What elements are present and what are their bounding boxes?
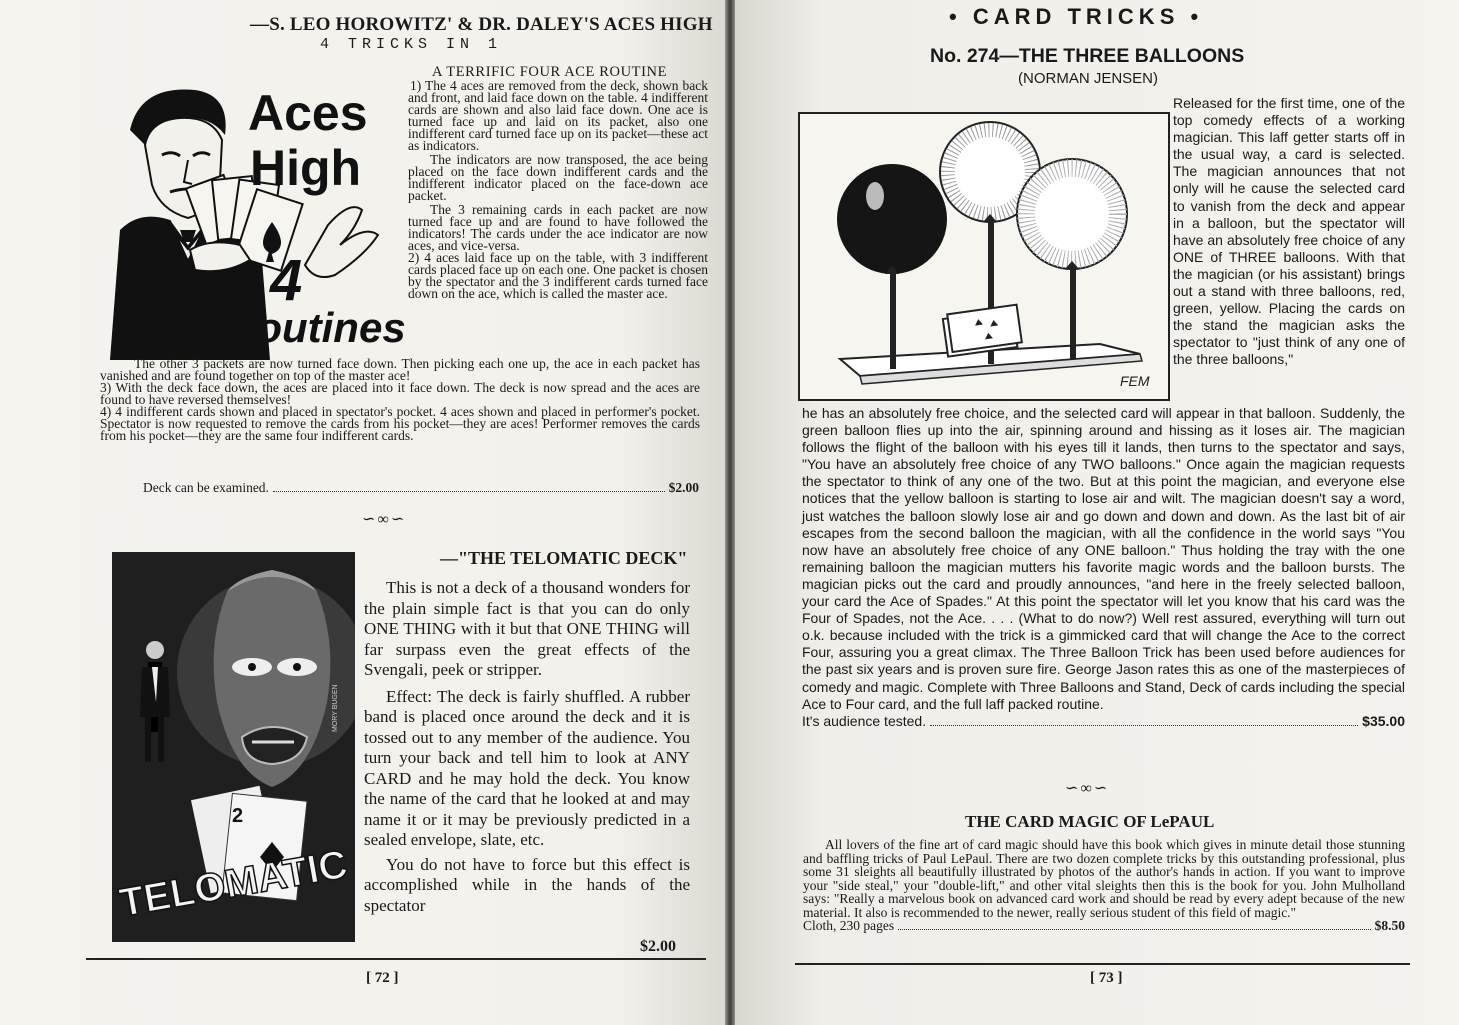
lettering-4: 4: [270, 248, 303, 313]
page-number-right: [ 73 ]: [1090, 970, 1123, 986]
dot-leader: [930, 725, 1358, 726]
dot-leader: [273, 491, 665, 492]
balloons-body-para: he has an absolutely free choice, and the selected card will appear in that balloon. Suddenly, the green balloon flies up into the air, spinning around and hissing as it loses air. The magician follows the flight of the balloon with his eyes till it lands, then turns to the spectator and says, "You have an absolutely free choice of any TWO balloons." Once again the magician requests the spectator to think of any one of the two. But at this point the magician, and everyone else notices that the yellow balloon is starting to lose air and wilt. The magician doesn't say a word, just watches the balloon slowly lose air and go down and down and down. As the last bit of air escapes from the second balloon the magician, with all the confidence in the world says "You now have an absolutely free choice of any ONE balloon." Thus holding the tray with the one remaining balloon the magician mutters his favorite magic words and the balloon bursts. The magician picks out the card and proudly announces, "and here in the freely selected balloon, your card the Ace of Spades." At this point the spectator will let you know that his card was the Four of Spades, not the Ace. . . . (What to do now?) Well rest assured, everything will turn out o.k. because included with the trick is a gimmicked card that will change the Ace to the correct Four, assuring you a great climax. The Three Balloon Trick has been used before audiences for the past six years and is proven sure fire. George Jason rates this as one of the masterpieces of comedy and magic. Complete with Three Balloons and Stand, Deck of cards including the special Ace to Four card, and the full laff packed routine.: [802, 405, 1405, 712]
dot-leader: [898, 929, 1371, 930]
lepaul-para: All lovers of the fine art of card magic should have this book which gives in minute detail those stunning and baffling tricks of Paul LePaul. There are two dozen complete tricks by this outstanding professional, plus some 31 sleights all beautifully illustrated by photos of the author's hands in action. If you want to improve your "side steal," your "double-lift," and other vital sleights then this is the book for you. John Mulholland says: "Really a marvelous book on advanced card work and should be read by every adept because of the new material. It also is recommended to the newer, really serious student of this field of magic.": [803, 837, 1405, 920]
aces-high-title: —S. LEO HOROWITZ' & DR. DALEY'S ACES HIGH: [250, 14, 713, 35]
left-bottom-rule: [86, 958, 706, 960]
routine-heading: A TERRIFIC FOUR ACE ROUTINE: [432, 64, 668, 80]
lepaul-title: THE CARD MAGIC OF LePAUL: [965, 812, 1215, 831]
telomatic-para-2: Effect: The deck is fairly shuffled. A rubber band is placed once around the deck and it is tossed out to any member of the audience. You turn your back and tell him to look at ANY CARD and he may hold the deck. You know the name of the card that he looked at and may name it or it may be previously predicted in a sealed envelope, slate, etc.: [364, 686, 690, 849]
balloons-byline: (NORMAN JENSEN): [1018, 70, 1159, 87]
aces-high-para-3: The 3 remaining cards in each packet are now turned face up and are found to have followed the indicators! The cards under the ace indicator are now aces, and vice-versa.: [408, 202, 708, 253]
running-head: • CARD TRICKS •: [949, 4, 1204, 29]
aces-high-price-line: [143, 480, 699, 496]
aces-high-para-6: 3) With the deck face down, the aces are placed into it face down. The deck is now spread and the aces are found to have reversed themselves!: [100, 380, 700, 407]
aces-high-para-5: The other 3 packets are now turned face down. Then picking each one up, the ace in each packet has vanished and are found together on top of the master ace!: [100, 356, 700, 383]
aces-high-subtitle: 4 TRICKS IN 1: [320, 36, 503, 53]
lepaul-binding: Cloth, 230 pages: [803, 918, 895, 933]
lepaul-price: $8.50: [1374, 918, 1405, 933]
aces-high-text-column: [408, 80, 708, 300]
book-gutter: [725, 0, 735, 1025]
telomatic-lettering: TELOMATIC: [116, 842, 351, 926]
telomatic-para-3-block: [364, 855, 690, 917]
aces-high-illustration: [100, 60, 405, 360]
card-index: 2: [232, 805, 244, 827]
aces-high-price-label: Deck can be examined.: [143, 480, 269, 495]
telomatic-price: $2.00: [640, 938, 676, 955]
balloons-side-text: Released for the first time, one of the top comedy effects of a working magician. This laff getter starts off in the usual way, a card is selected. The magician announces that not only will he cause the selected card to vanish from the deck and appear in a balloon, but the spectator will have an absolutely free choice of any ONE of THREE balloons. With that the magician (or his assistant) brings out a stand with three balloons, red, green, yellow. Placing the cards on the stand the magician asks the spectator to "just think of any one of the three balloons,": [1173, 95, 1405, 368]
aces-high-full-width-text: [100, 358, 700, 442]
lepaul-text: [803, 838, 1405, 934]
ornament-divider: ∽∞∽: [362, 511, 407, 528]
aces-high-para-4: 2) 4 aces laid face up on the table, with 3 indifferent cards placed face up on each one. One packet is chosen by the spectator and the 3 indifferent cards turned face down on the ace, which is called the master ace.: [408, 250, 708, 301]
lettering-routines: routines: [240, 304, 405, 351]
telomatic-text-column: [364, 578, 690, 916]
balloons-price: $35.00: [1362, 712, 1405, 729]
telomatic-artist-signature: MORY BUGEN: [332, 684, 339, 732]
lettering-aces: Aces: [248, 85, 368, 141]
telomatic-illustration: [112, 552, 355, 942]
aces-high-para-7: 4) 4 indifferent cards shown and placed in spectator's pocket. 4 aces shown and placed in performer's pocket. Spectator is now requested to remove the cards from his pocket—they are aces! Performer removes the cards from his pocket—they are the same four indifferent cards.: [100, 404, 700, 443]
telomatic-para-1: This is not a deck of a thousand wonders for the plain simple fact is that you can do only ONE THING with it but that ONE THING will far surpass even the great effects of the Svengali, peek or stripper.: [364, 578, 690, 679]
left-page: [0, 0, 725, 1025]
ornament-divider: ∽∞∽: [1065, 780, 1110, 797]
artist-signature: HAHNE: [155, 334, 187, 344]
aces-high-para-1: 1) The 4 aces are removed from the deck, shown back and front, and laid face down on the table. 4 indifferent cards are shown and also laid face down. One ace is turned face up and laid on its packet, also one indifferent card turned face up on its packet—these act as indicators.: [408, 78, 708, 153]
three-balloons-illustration: [798, 112, 1170, 401]
balloons-body-last: It's audience tested.: [802, 712, 927, 729]
lettering-high: High: [250, 140, 362, 196]
lepaul-price-line: [803, 919, 1405, 934]
balloons-price-line: [802, 713, 1405, 730]
aces-high-price: $2.00: [668, 480, 699, 495]
balloons-body-text: [802, 405, 1405, 730]
telomatic-title: —"THE TELOMATIC DECK": [440, 548, 688, 568]
page-number-left: [ 72 ]: [366, 970, 399, 986]
telomatic-para-3: You do not have to force but this effect is accomplished while in the hands of the spectator: [364, 854, 690, 915]
illustrator-signature: FEM: [1120, 373, 1150, 389]
right-bottom-rule: [795, 963, 1410, 965]
right-page: [735, 0, 1459, 1025]
balloons-title: No. 274—THE THREE BALLOONS: [930, 45, 1245, 67]
aces-high-para-2: The indicators are now transposed, the ace being placed on the face down indifferent cards and the indifferent indicator placed on the face-down ace packet.: [408, 152, 708, 203]
